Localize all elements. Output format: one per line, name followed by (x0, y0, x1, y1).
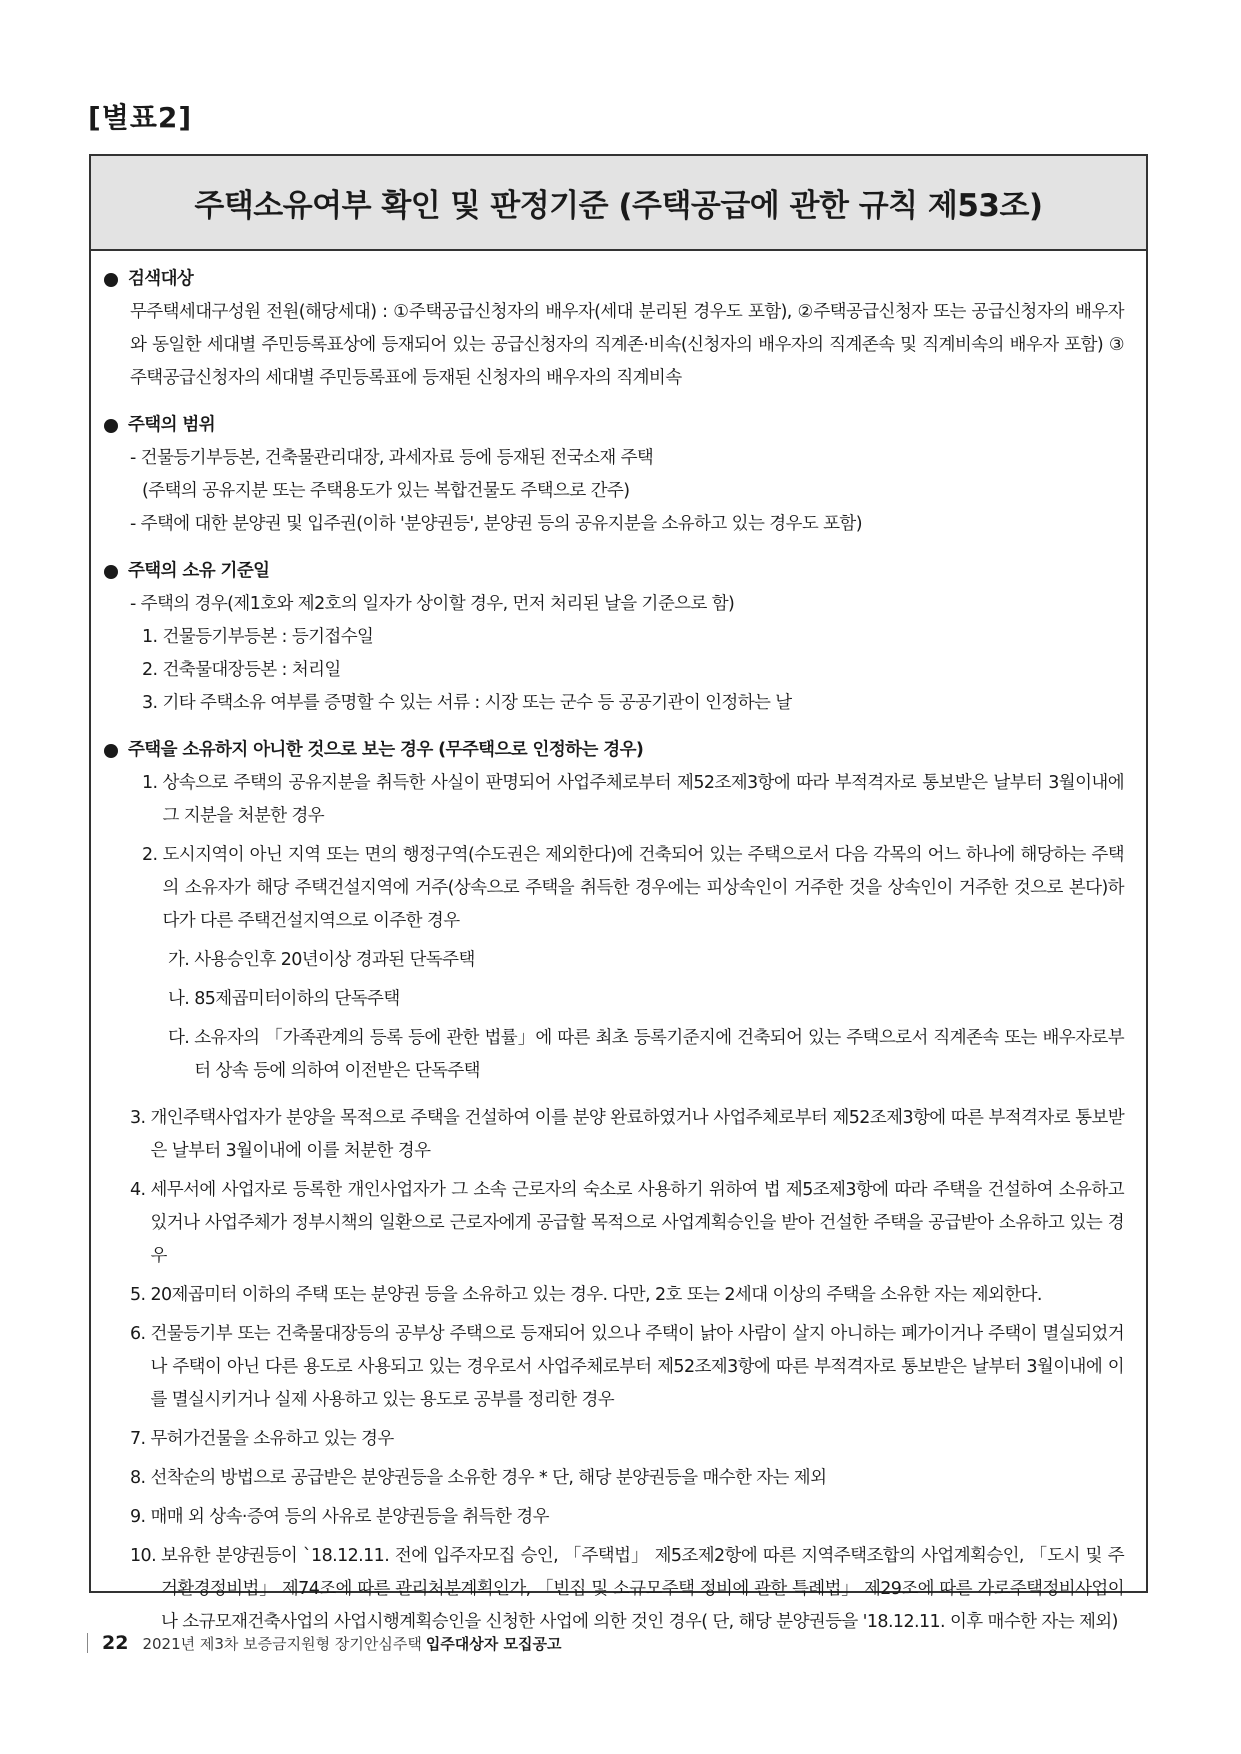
bullet-icon (104, 419, 118, 433)
list-item (104, 1423, 1124, 1456)
item-number: 6. (130, 1324, 151, 1344)
item-text: 매매 외 상속·증여 등의 사유로 분양권등을 취득한 경우 (150, 1507, 549, 1527)
sub-item-number: 가. (168, 950, 195, 970)
section-heading-text: 주택을 소유하지 아니한 것으로 보는 경우 (무주택으로 인정하는 경우) (128, 740, 644, 760)
page-number: 22 (102, 1632, 129, 1654)
footer-title: 입주대상자 모집공고 (425, 1634, 562, 1653)
list-item (104, 767, 1124, 833)
item-number: 1. (142, 773, 163, 793)
section-heading-text: 주택의 소유 기준일 (128, 561, 270, 581)
section-heading (104, 734, 1124, 767)
sub-item-number: 나. (168, 989, 195, 1009)
item-number: 7. (130, 1429, 151, 1449)
bullet-icon (104, 273, 118, 287)
sub-item-number: 다. (168, 1028, 195, 1048)
item-text: 20제곱미터 이하의 주택 또는 분양권 등을 소유하고 있는 경우. 다만, 2호 또는 2세대 이상의 주택을 소유한 자는 제외한다. (150, 1285, 1042, 1305)
item-text: 무허가건물을 소유하고 있는 경우 (150, 1429, 394, 1449)
scope-line: - 주택에 대한 분양권 및 입주권(이하 '분양권등', 분양권 등의 공유지분을 소유하고 있는 경우도 포함) (130, 514, 862, 534)
item-text: 건물등기부 또는 건축물대장등의 공부상 주택으로 등재되어 있으나 주택이 낡아 사람이 살지 아니하는 폐가이거나 주택이 멸실되었거나 주택이 아닌 다른 용도로 사용되고 있는 경우로서 사업주체로부터 제52조제3항에 따른 부적격자로 통보받은 날부터 3월이내에 이를 멸실시키거나 실제 사용하고 있는 용도로 공부를 정리한 경우 (150, 1324, 1124, 1410)
item-text: 보유한 분양권등이 `18.12.11. 전에 입주자모집 승인, 「주택법」 제5조제2항에 따른 지역주택조합의 사업계획승인, 「도시 및 주거환경정비법」 제74조에 따른 관리처분계획인가, 「빈집 및 소규모주택 정비에 관한 특례법」 제29조에 따른 가로주택정비사업이나 소규모재건축사업의 사업시행계획승인을 신청한 사업에 의한 것인 경우( 단, 해당 분양권등을 '18.12.11. 이후 매수한 자는 제외) (161, 1546, 1124, 1632)
scope-line: (주택의 공유지분 또는 주택용도가 있는 복합건물도 주택으로 간주) (142, 481, 630, 501)
item-number: 5. (130, 1285, 151, 1305)
criteria-box (89, 154, 1148, 1632)
ownership-item: 1. 건물등기부등본 : 등기접수일 (142, 627, 374, 647)
item-number: 9. (130, 1507, 151, 1527)
sub-item (104, 983, 1124, 1016)
list-item (104, 1174, 1124, 1273)
footer-divider (87, 1633, 88, 1653)
item-text: 상속으로 주택의 공유지분을 취득한 사실이 판명되어 사업주체로부터 제52조제3항에 따라 부적격자로 통보받은 날부터 3월이내에 그 지분을 처분한 경우 (162, 773, 1124, 826)
section-heading-text: 검색대상 (128, 269, 194, 289)
sub-item-text: 소유자의 「가족관계의 등록 등에 관한 법률」에 따른 최초 등록기준지에 건축되어 있는 주택으로서 직계존속 또는 배우자로부터 상속 등에 의하여 이전받은 단독주택 (194, 1028, 1124, 1081)
ownership-item: 3. 기타 주택소유 여부를 증명할 수 있는 서류 : 시장 또는 군수 등 공공기관이 인정하는 날 (142, 693, 792, 713)
box-title: 주택소유여부 확인 및 판정기준 (주택공급에 관한 규칙 제53조) (194, 188, 1043, 224)
section-heading (104, 409, 1124, 442)
item-text: 선착순의 방법으로 공급받은 분양권등을 소유한 경우 * 단, 해당 분양권등을 매수한 자는 제외 (150, 1468, 827, 1488)
list-item (104, 1540, 1124, 1639)
section-heading-text: 주택의 범위 (128, 415, 216, 435)
section-non-ownership (104, 734, 1124, 1088)
section-text: 무주택세대구성원 전원(해당세대) : ①주택공급신청자의 배우자(세대 분리된 경우도 포함), ②주택공급신청자 또는 공급신청자의 배우자와 동일한 세대별 주민등록표상에 등재되어 있는 공급신청자의 직계존·비속(신청자의 배우자의 직계존속 및 직계비속의 배우자 포함) ③주택공급신청자의 세대별 주민등록표에 등재된 신청자의 배우자의 직계비속 (130, 302, 1124, 388)
bullet-icon (104, 744, 118, 758)
section-heading (104, 263, 1124, 296)
box-body (91, 251, 1146, 1639)
item-text: 도시지역이 아닌 지역 또는 면의 행정구역(수도권은 제외한다)에 건축되어 있는 주택으로서 다음 각목의 어느 하나에 해당하는 주택의 소유자가 해당 주택건설지역에 거주(상속으로 주택을 취득한 경우에는 피상속인이 거주한 것을 상속인이 거주한 것으로 본다)하다가 다른 주택건설지역으로 이주한 경우 (162, 845, 1124, 931)
ownership-item: 2. 건축물대장등본 : 처리일 (142, 660, 341, 680)
section-heading (104, 555, 1124, 588)
item-number: 4. (130, 1180, 151, 1200)
list-item (104, 839, 1124, 938)
footer-text: 2021년 제3차 보증금지원형 장기안심주택 (142, 1634, 422, 1653)
section-search-target (104, 263, 1124, 395)
sub-item (104, 1022, 1124, 1088)
item-number: 10. (130, 1546, 161, 1566)
item-number: 8. (130, 1468, 151, 1488)
ownership-intro: - 주택의 경우(제1호와 제2호의 일자가 상이할 경우, 먼저 처리된 날을 기준으로 함) (130, 594, 735, 614)
list-item (104, 1279, 1124, 1312)
section-ownership-date (104, 555, 1124, 720)
list-item (104, 1462, 1124, 1495)
main-list (104, 1102, 1124, 1639)
item-text: 개인주택사업자가 분양을 목적으로 주택을 건설하여 이를 분양 완료하였거나 사업주체로부터 제52조제3항에 따른 부적격자로 통보받은 날부터 3월이내에 이를 처분한 경우 (150, 1108, 1124, 1161)
section-housing-scope (104, 409, 1124, 541)
list-item (104, 1318, 1124, 1417)
sub-item (104, 944, 1124, 977)
bullet-icon (104, 565, 118, 579)
item-number: 2. (142, 845, 163, 865)
page-footer (87, 1632, 561, 1654)
scope-line: - 건물등기부등본, 건축물관리대장, 과세자료 등에 등재된 전국소재 주택 (130, 448, 654, 468)
item-number: 3. (130, 1108, 151, 1128)
box-header (91, 156, 1146, 251)
list-item (104, 1102, 1124, 1168)
sub-item-text: 사용승인후 20년이상 경과된 단독주택 (194, 950, 475, 970)
list-item (104, 1501, 1124, 1534)
appendix-tag: [별표2] (88, 101, 193, 134)
item-text: 세무서에 사업자로 등록한 개인사업자가 그 소속 근로자의 숙소로 사용하기 위하여 법 제5조제3항에 따라 주택을 건설하여 소유하고 있거나 사업주체가 정부시책의 일환으로 근로자에게 공급할 목적으로 사업계획승인을 받아 건설한 주택을 공급받아 소유하고 있는 경우 (150, 1180, 1124, 1266)
sub-item-text: 85제곱미터이하의 단독주택 (194, 989, 400, 1009)
